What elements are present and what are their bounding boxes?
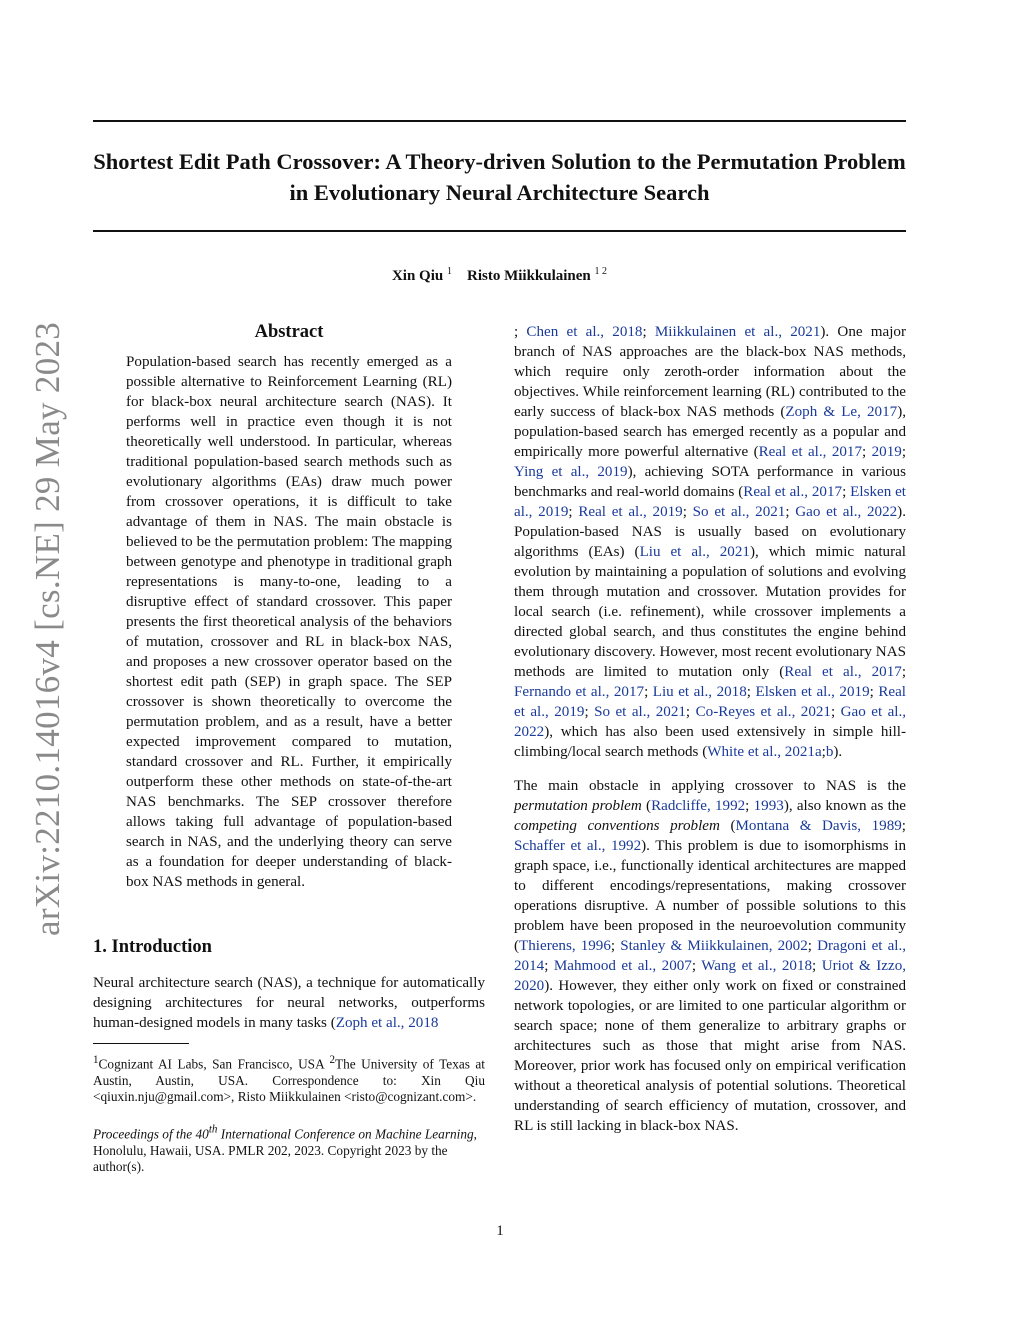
author-name: Xin Qiu xyxy=(391,268,444,284)
intro-text: ), which mimic natural evolution by maintaining a population of solutions and evolving them through mutation and crossover. Mutation provides for local search (i.e. refinement), while crossover implements a directed global search, and thus constitutes the engine behind evolutionary discovery. However, most recent evolutionary NAS methods are limited to mutation only ( xyxy=(514,544,906,680)
intro-paragraph-2: The main obstacle in applying crossover to NAS is the permutation problem (Radcliffe, 1992; 1993), also known as the competing conventions problem (Montana & Davis, 1989; Schaffer et al., 1992). This problem is due to isomorphisms in graph space, i.e., functionally identical architectures are mapped to different encodings/representations, making crossover operations disruptive. A number of possible solutions to this problem have been proposed in the neuroevolution community (Thierens, 1996; Stanley & Miikkulainen, 2002; Dragoni et al., 2014; Mahmood et al., 2007; Wang et al., 2018; Uriot & Izzo, 2020). However, they either only work on fixed or constrained network topologies, or are limited to one particular algorithm or search space; none of them generalize to arbitrary graphs or architectures such as those that might arise from NAS. Moreover, prior work has focused only on empirical verification without a theoretical analysis of potential solutions. Theoretical understanding of search efficiency of mutation, crossover, and RL is still lacking in black-box NAS. xyxy=(514,778,907,1134)
section-heading-introduction: 1. Introduction xyxy=(93,937,212,957)
author-list xyxy=(93,266,906,285)
abstract-text: Population-based search has recently emerged as a possible alternative to Reinforcement Learning (RL) for black-box neural architecture search (NAS). It performs well in practice even though it is not theoretically well understood. In particular, whereas traditional population-based search methods such as evolutionary algorithms (EAs) draw much power from crossover operations, it is difficult to take advantage of them in NAS. The main obstacle is believed to be the permutation problem: The mapping between genotype and phenotype in traditional graph representations is many-to-one, leading to a disruptive effect of standard crossover. This paper presents the first theoretical analysis of the behaviors of mutation, crossover and RL in black-box NAS, and proposes a new crossover operator based on the shortest edit path (SEP) in graph space. The SEP crossover is shown theoretically to overcome the permutation problem, and as a result, have a better expected improvement compared to mutation, standard crossover and RL. Further, it empirically outperform these other methods on state-of-the-art NAS benchmarks. The SEP crossover therefore allows taking full advantage of population-based search in NAS, and the underlying theory can serve as a foundation for deeper understanding of black-box NAS methods in general. xyxy=(126,354,452,890)
proceedings-venue: Proceedings of the 40 xyxy=(93,1126,209,1142)
citation-link[interactable]: Real et al., 2019 xyxy=(514,684,906,720)
citation-link[interactable]: Real et al., 2017 xyxy=(743,484,843,500)
footnote-divider xyxy=(93,1043,189,1044)
citation-link[interactable]: Real et al., 2017 xyxy=(784,664,902,680)
citation-link[interactable]: Elsken et al., 2019 xyxy=(514,484,907,520)
proceedings-note xyxy=(93,1122,485,1176)
citation-link[interactable]: Uriot & Izzo, 2020 xyxy=(514,958,907,994)
citation-link[interactable]: Real et al., 2017 xyxy=(758,444,863,460)
citation-link[interactable]: Wang et al., 2018 xyxy=(701,958,813,974)
intro-text: ), population-based search has emerged recently as a popular and empirically more powerful alternative ( xyxy=(514,404,906,460)
citation-link[interactable]: Schaffer et al., 1992 xyxy=(514,838,642,854)
citation-link[interactable]: Dragoni et al., 2014 xyxy=(514,938,907,974)
citation-link[interactable]: Chen et al., 2018 xyxy=(526,324,643,340)
footnote-mark: 1 xyxy=(93,1054,99,1066)
title-rule-top xyxy=(93,120,906,122)
citation-link[interactable]: b xyxy=(825,744,834,760)
intro-text: ), achieving SOTA performance in various benchmarks and real-world domains ( xyxy=(514,464,906,500)
intro-text: ). One major branch of NAS approaches are the black-box NAS methods, which require only zeroth-order information about the objectives. While reinforcement learning (RL) contributed to the early success of black-box NAS methods ( xyxy=(514,324,907,420)
intro-text: The main obstacle in applying crossover to NAS is the xyxy=(514,778,906,794)
footnote-text: Cognizant AI Labs, San Francisco, USA xyxy=(98,1056,330,1072)
emphasis: permutation problem xyxy=(514,798,642,814)
intro-text: ). Population-based NAS is usually based on evolutionary algorithms (EAs) ( xyxy=(514,504,906,560)
intro-paragraph-1 xyxy=(93,973,485,1033)
paper-title: Shortest Edit Path Crossover: A Theory-driven Solution to the Permutation Problem in Evolutionary Neural Architecture Search xyxy=(93,149,906,205)
author-name: Risto Miikkulainen xyxy=(467,268,591,284)
citation-link[interactable]: Thierens, 1996 xyxy=(519,938,611,954)
citation-link[interactable]: Co-Reyes et al., 2021 xyxy=(695,704,831,720)
arxiv-identifier[interactable]: arXiv:2210.14016v4 [cs.NE] 29 May 2023 xyxy=(28,321,67,936)
emphasis: competing conventions problem xyxy=(514,818,720,834)
citation-link[interactable]: Zoph & Le, 2017 xyxy=(785,404,898,420)
right-column xyxy=(514,322,906,1136)
citation-link[interactable]: Stanley & Miikkulainen, 2002 xyxy=(620,938,808,954)
page-number: 1 xyxy=(496,1223,504,1239)
citation-link[interactable]: 1993 xyxy=(753,798,784,814)
citation-link[interactable]: So et al., 2021 xyxy=(594,704,686,720)
proceedings-ordinal: th xyxy=(208,1123,218,1136)
intro-text: Neural architecture search (NAS), a technique for automatically designing architectures for neural networks, outperforms human-designed models in many tasks ( xyxy=(93,975,485,1031)
citation-link[interactable]: 2019 xyxy=(871,444,902,460)
abstract-heading: Abstract xyxy=(254,322,324,342)
citation-link[interactable]: White et al., 2021a xyxy=(707,744,822,760)
citation-link[interactable]: Montana & Davis, 1989 xyxy=(735,818,902,834)
citation-link[interactable]: Ying et al., 2019 xyxy=(514,464,628,480)
intro-paragraph-1-continued: ; Chen et al., 2018; Miikkulainen et al., 2021). One major branch of NAS approaches are the black-box NAS methods, which require only zeroth-order information about the objectives. While reinforcement learning (RL) contributed to the early success of black-box NAS methods (Zoph & Le, 2017), population-based search has emerged recently as a popular and empirically more powerful alternative (Real et al., 2017; 2019; Ying et al., 2019), achieving SOTA performance in various benchmarks and real-world domains (Real et al., 2017; Elsken et al., 2019; Real et al., 2019; So et al., 2021; Gao et al., 2022). Population-based NAS is usually based on evolutionary algorithms (EAs) (Liu et al., 2021), which mimic natural evolution by maintaining a population of solutions and evolving them through mutation and crossover. Mutation provides for local search (i.e. refinement), while crossover implements a directed global search, and thus constitutes the engine behind evolutionary discovery. However, most recent evolutionary NAS methods are limited to mutation only (Real et al., 2017; Fernando et al., 2017; Liu et al., 2018; Elsken et al., 2019; Real et al., 2019; So et al., 2021; Co-Reyes et al., 2021; Gao et al., 2022), which has also been used extensively in simple hill-climbing/local search methods (White et al., 2021a;b). xyxy=(514,324,907,760)
author-affiliation: 1 xyxy=(447,266,452,277)
intro-text: ), which has also been used extensively in simple hill-climbing/local search methods ( xyxy=(514,724,906,760)
proceedings-venue: International Conference on Machine Learning xyxy=(217,1126,474,1142)
citation-link[interactable]: Elsken et al., 2019 xyxy=(755,684,870,700)
intro-text: ). This problem is due to isomorphisms in graph space, i.e., functionally identical architectures are mapped to different encodings/representations, making crossover operations disruptive. A number of possible solutions to this problem have been proposed in the neuroevolution community ( xyxy=(514,838,907,954)
citation-link[interactable]: Real et al., 2019 xyxy=(578,504,683,520)
citation-link[interactable]: Radcliffe, 1992 xyxy=(651,798,746,814)
citation-link[interactable]: Liu et al., 2018 xyxy=(652,684,747,700)
left-column xyxy=(93,320,485,1176)
citation-link[interactable]: Gao et al., 2022 xyxy=(514,704,907,740)
citation-link[interactable]: Miikkulainen et al., 2021 xyxy=(654,324,821,340)
citation-link[interactable]: Mahmood et al., 2007 xyxy=(553,958,692,974)
title-rule-bottom xyxy=(93,230,906,232)
citation-link[interactable]: Liu et al., 2021 xyxy=(639,544,750,560)
intro-text: ). However, they either only work on fixed or constrained network topologies, or are limited to one particular algorithm or search space; none of them generalize to arbitrary graphs or architectures such as those that might arise from NAS. Moreover, prior work has focused only on empirical verification without a theoretical analysis of potential solutions. Theoretical understanding of search efficiency of mutation, crossover, and RL is still lacking in black-box NAS. xyxy=(514,978,906,1134)
footnote-mark: 2 xyxy=(329,1054,335,1066)
citation-link[interactable]: Gao et al., 2022 xyxy=(795,504,898,520)
citation-link[interactable]: Zoph et al., 2018 xyxy=(335,1015,439,1031)
proceedings-text: , Honolulu, Hawaii, USA. PMLR 202, 2023. Copyright 2023 by the author(s). xyxy=(93,1126,477,1175)
affiliation-footnote xyxy=(93,1052,485,1106)
footnote-text: The University of Texas at Austin, Austin, USA. Correspondence to: Xin Qiu <qiuxin.nju@gmail.com>, Risto Miikkulainen <risto@cognizant.com>. xyxy=(93,1056,485,1105)
citation-link[interactable]: Fernando et al., 2017 xyxy=(514,684,645,700)
citation-link[interactable]: So et al., 2021 xyxy=(692,504,786,520)
intro-text: ), also known as the xyxy=(783,798,907,814)
author-affiliation: 1 2 xyxy=(594,266,608,277)
